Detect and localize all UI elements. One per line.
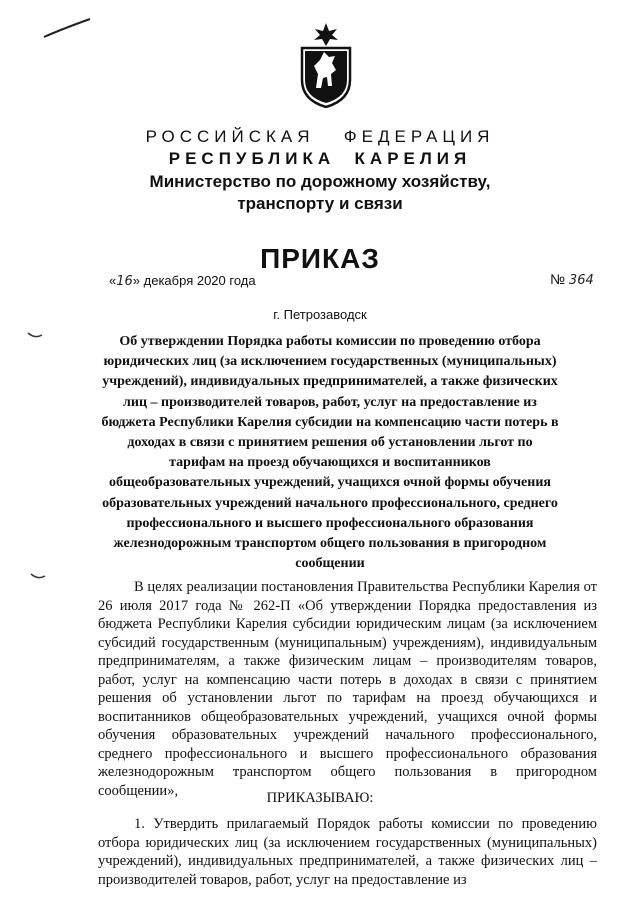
order-number-handwritten: 364	[568, 273, 594, 288]
date-day-handwritten: 16	[116, 274, 133, 289]
number-sign: №	[550, 271, 566, 287]
order-date	[109, 273, 256, 289]
city-name: г. Петрозаводск	[273, 307, 367, 322]
date-open-quote: «	[109, 273, 117, 288]
order-number	[550, 271, 594, 288]
republic-name: РЕСПУБЛИКА КАРЕЛИЯ	[168, 149, 472, 168]
pen-stroke-mark	[42, 17, 92, 39]
ministry-name	[0, 171, 640, 215]
date-close-quote: »	[132, 273, 141, 288]
ministry-name-line1: Министерство по дорожному хозяйству,	[149, 172, 491, 191]
date-month-year: декабря 2020 года	[143, 273, 256, 288]
document-title: ПРИКАЗ	[260, 243, 380, 274]
coat-of-arms-emblem	[298, 22, 354, 108]
order-item-1: 1. Утвердить прилагаемый Порядок работы комиссии по проведению отбора юридических лиц (за исключением государственных (муниципальных) учреждений), индивидуальных предпринимателей, а также физических лиц – производителей товаров, работ, услуг на предоставление из	[98, 816, 597, 888]
margin-tick-mark	[27, 331, 43, 339]
order-directive-heading: ПРИКАЗЫВАЮ:	[266, 790, 374, 806]
margin-tick-mark	[30, 572, 46, 580]
ministry-name-line2: транспорту и связи	[237, 194, 403, 213]
order-subject: Об утверждении Порядка работы комиссии по проведению отбора юридических лиц (за исключением государственных (муниципальных) учреждений), индивидуальных предпринимателей, а также физических лиц – производителей товаров, работ, услуг на предоставление из бюджета Республики Карелия субсидии на компенсацию части потерь в доходах в связи с принятием решения об установлении льгот по тарифам на проезд обучающихся и воспитанников общеобразовательных учреждений, учащихся очной формы обучения образовательных учреждений начального профессионального, среднего профессионального и высшего профессионального образования железнодорожным транспортом общего пользования в пригородном сообщении	[101, 334, 559, 572]
country-name: РОССИЙСКАЯ ФЕДЕРАЦИЯ	[145, 127, 495, 146]
preamble-paragraph: В целях реализации постановления Правительства Республики Карелия от 26 июля 2017 года № 262-П «Об утверждении Порядка предоставления из бюджета Республики Карелия субсидии юридическим лицам (за исключением субсидий государственным (муниципальным) учреждениям), индивидуальным предпринимателям, а также физическим лицам – производителям товаров, работ, услуг на компенсацию части потерь в доходах в связи с принятием решения об установлении льгот по тарифам на проезд обучающихся и воспитанников общеобразовательных учреждений, учащихся очной формы обучения образовательных учреждений начального профессионального, среднего профессионального и высшего профессионального образования железнодорожным транспортом общего пользования в пригородном сообщении»,	[98, 579, 597, 799]
